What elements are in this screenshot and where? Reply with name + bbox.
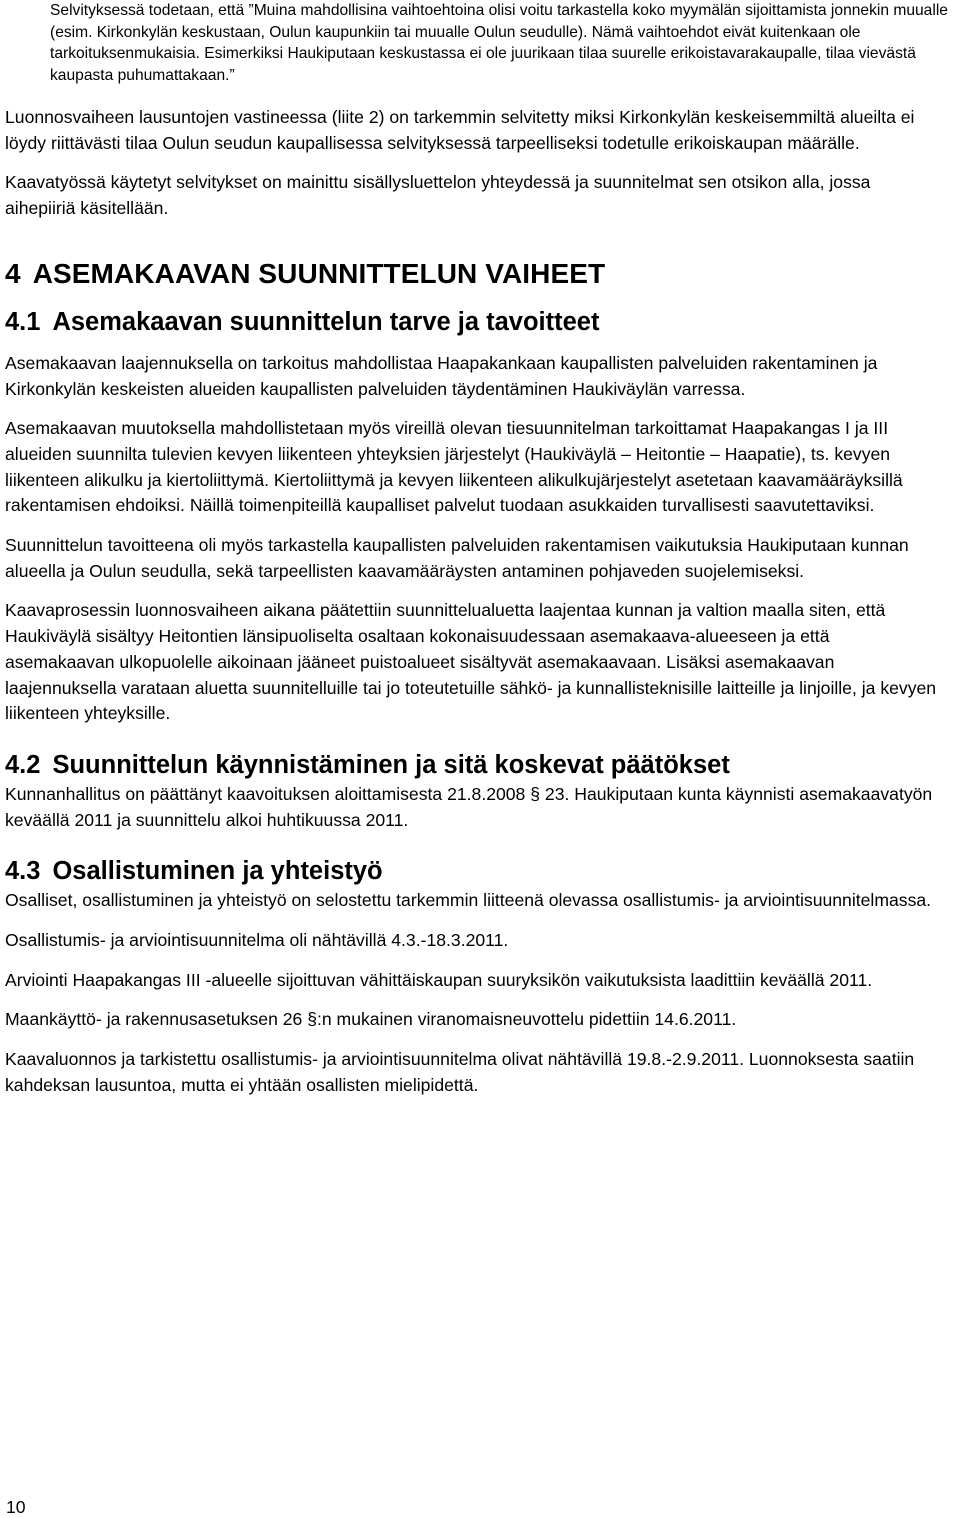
section-4-1-number: 4.1 (5, 307, 41, 336)
section-4-title: ASEMAKAAVAN SUUNNITTELUN VAIHEET (32, 257, 606, 289)
section-4-3-paragraph: Maankäyttö- ja rakennusasetuksen 26 §:n mukainen viranomaisneuvottelu pidettiin 14.6.2011. (5, 1009, 737, 1030)
quoted-paragraph: Selvityksessä todetaan, että ”Muina mahdollisina vaihtoehtoina olisi voitu tarkastella koko myymälän sijoittamista jonnekin muualle (esim. Kirkonkylän keskustaan, Oulun kaupunkiin tai muualle Oulun seudulle). Nämä vaihtoehdot eivät kuitenkaan ole tarkoituksenmukaisia. Esimerkiksi Haukiputaan keskustassa ei ole juurikaan tilaa suurelle erikoistavarakaupalle, tilaa vievästä kaupasta puhumattakaan.” (50, 2, 948, 84)
section-4-1-title: Asemakaavan suunnittelun tarve ja tavoitteet (52, 307, 600, 336)
section-4-1-paragraph: Asemakaavan laajennuksella on tarkoitus mahdollistaa Haapakankaan kaupallisten palveluiden rakentaminen ja Kirkonkylän keskeisten alueiden kaupallisten palveluiden täydentäminen Haukiväylän varressa. (5, 352, 878, 399)
section-4-2-paragraph: Kunnanhallitus on päättänyt kaavoituksen aloittamisesta 21.8.2008 § 23. Haukiputaan kunta käynnisti asemakaavatyön keväällä 2011 ja suunnittelu alkoi huhtikuussa 2011. (5, 783, 933, 830)
section-4-heading (5, 256, 943, 292)
section-4-2-heading (5, 749, 943, 781)
section-4-1-paragraph: Asemakaavan muutoksella mahdollistetaan myös vireillä olevan tiesuunnitelman tarkoittamat Haapakangas I ja III alueiden suunnilta tulevien kevyen liikenteen yhteyksien järjestelyt (Haukiväylä – Heitontie – Haapatie), ts. kevyen liikenteen alikulku ja kiertoliittymä. Kiertoliittymä ja kevyen liikenteen alikulkujärjestelyt asetetaan kaavamääräyksillä rakentamisen ehdoiksi. Näillä toimenpiteillä kaupalliset palvelut tuodaan asukkaiden turvallisesti saavutettaviksi. (5, 418, 903, 516)
section-4-3-paragraph: Arviointi Haapakangas III -alueelle sijoittuvan vähittäiskaupan suuryksikön vaikutuksista laadittiin keväällä 2011. (5, 969, 873, 990)
section-4-3-paragraph: Osallistumis- ja arviointisuunnitelma oli nähtävillä 4.3.-18.3.2011. (5, 930, 509, 951)
section-4-3-title: Osallistuminen ja yhteistyö (52, 857, 383, 886)
section-4-number: 4 (5, 257, 21, 289)
document-body (5, 105, 943, 1113)
intro-paragraph-2: Kaavatyössä käytetyt selvitykset on mainittu sisällysluettelon yhteydessä ja suunnitelmat sen otsikon alla, jossa aihepiiriä käsitellään. (5, 172, 871, 219)
section-4-1-paragraph: Kaavaprosessin luonnosvaiheen aikana päätettiin suunnittelualuetta laajentaa kunnan ja valtion maalla siten, että Haukiväylä sisältyy Heitontien länsipuoliselta osaltaan kokonaisuudessaan asemakaava-alueeseen ja että asemakaavan ulkopuolelle aikoinaan jääneet puistoalueet sisältyvät asemakaavaan. Lisäksi asemakaavan laajennuksella varataan aluetta suunnitelluille tai jo toteutetuille sähkö- ja kunnallisteknisille laitteille ja linjoille, ja kevyen liikenteen yhteyksille. (5, 600, 937, 724)
section-4-3-paragraph: Kaavaluonnos ja tarkistettu osallistumis- ja arviointisuunnitelma olivat nähtävillä 19.8.-2.9.2011. Luonnoksesta saatiin kahdeksan lausuntoa, mutta ei yhtään osallisten mielipidettä. (5, 1049, 915, 1095)
section-4-3-heading (5, 855, 943, 887)
section-4-2-number: 4.2 (5, 750, 41, 779)
section-4-3-paragraph: Osalliset, osallistuminen ja yhteistyö on selostettu tarkemmin liitteenä olevassa osallistumis- ja arviointisuunnitelmassa. (5, 890, 932, 911)
section-4-1-heading (5, 306, 943, 338)
section-4-3-number: 4.3 (5, 857, 41, 886)
intro-paragraph-1: Luonnosvaiheen lausuntojen vastineessa (liite 2) on tarkemmin selvitetty miksi Kirkonkylän keskeisemmiltä alueilta ei löydy riittävästi tilaa Oulun seudun kaupallisessa selvityksessä tarpeelliseksi todetulle erikoiskaupan määrälle. (5, 107, 915, 153)
section-4-2-title: Suunnittelun käynnistäminen ja sitä koskevat päätökset (52, 750, 730, 779)
page-number: 10 (6, 1497, 26, 1517)
section-4-1-paragraph: Suunnittelun tavoitteena oli myös tarkastella kaupallisten palveluiden rakentamisen vaikutuksia Haukiputaan kunnan alueella ja Oulun seudulla, sekä tarpeellisten kaavamääräysten antaminen pohjaveden suojelemiseksi. (5, 535, 909, 581)
